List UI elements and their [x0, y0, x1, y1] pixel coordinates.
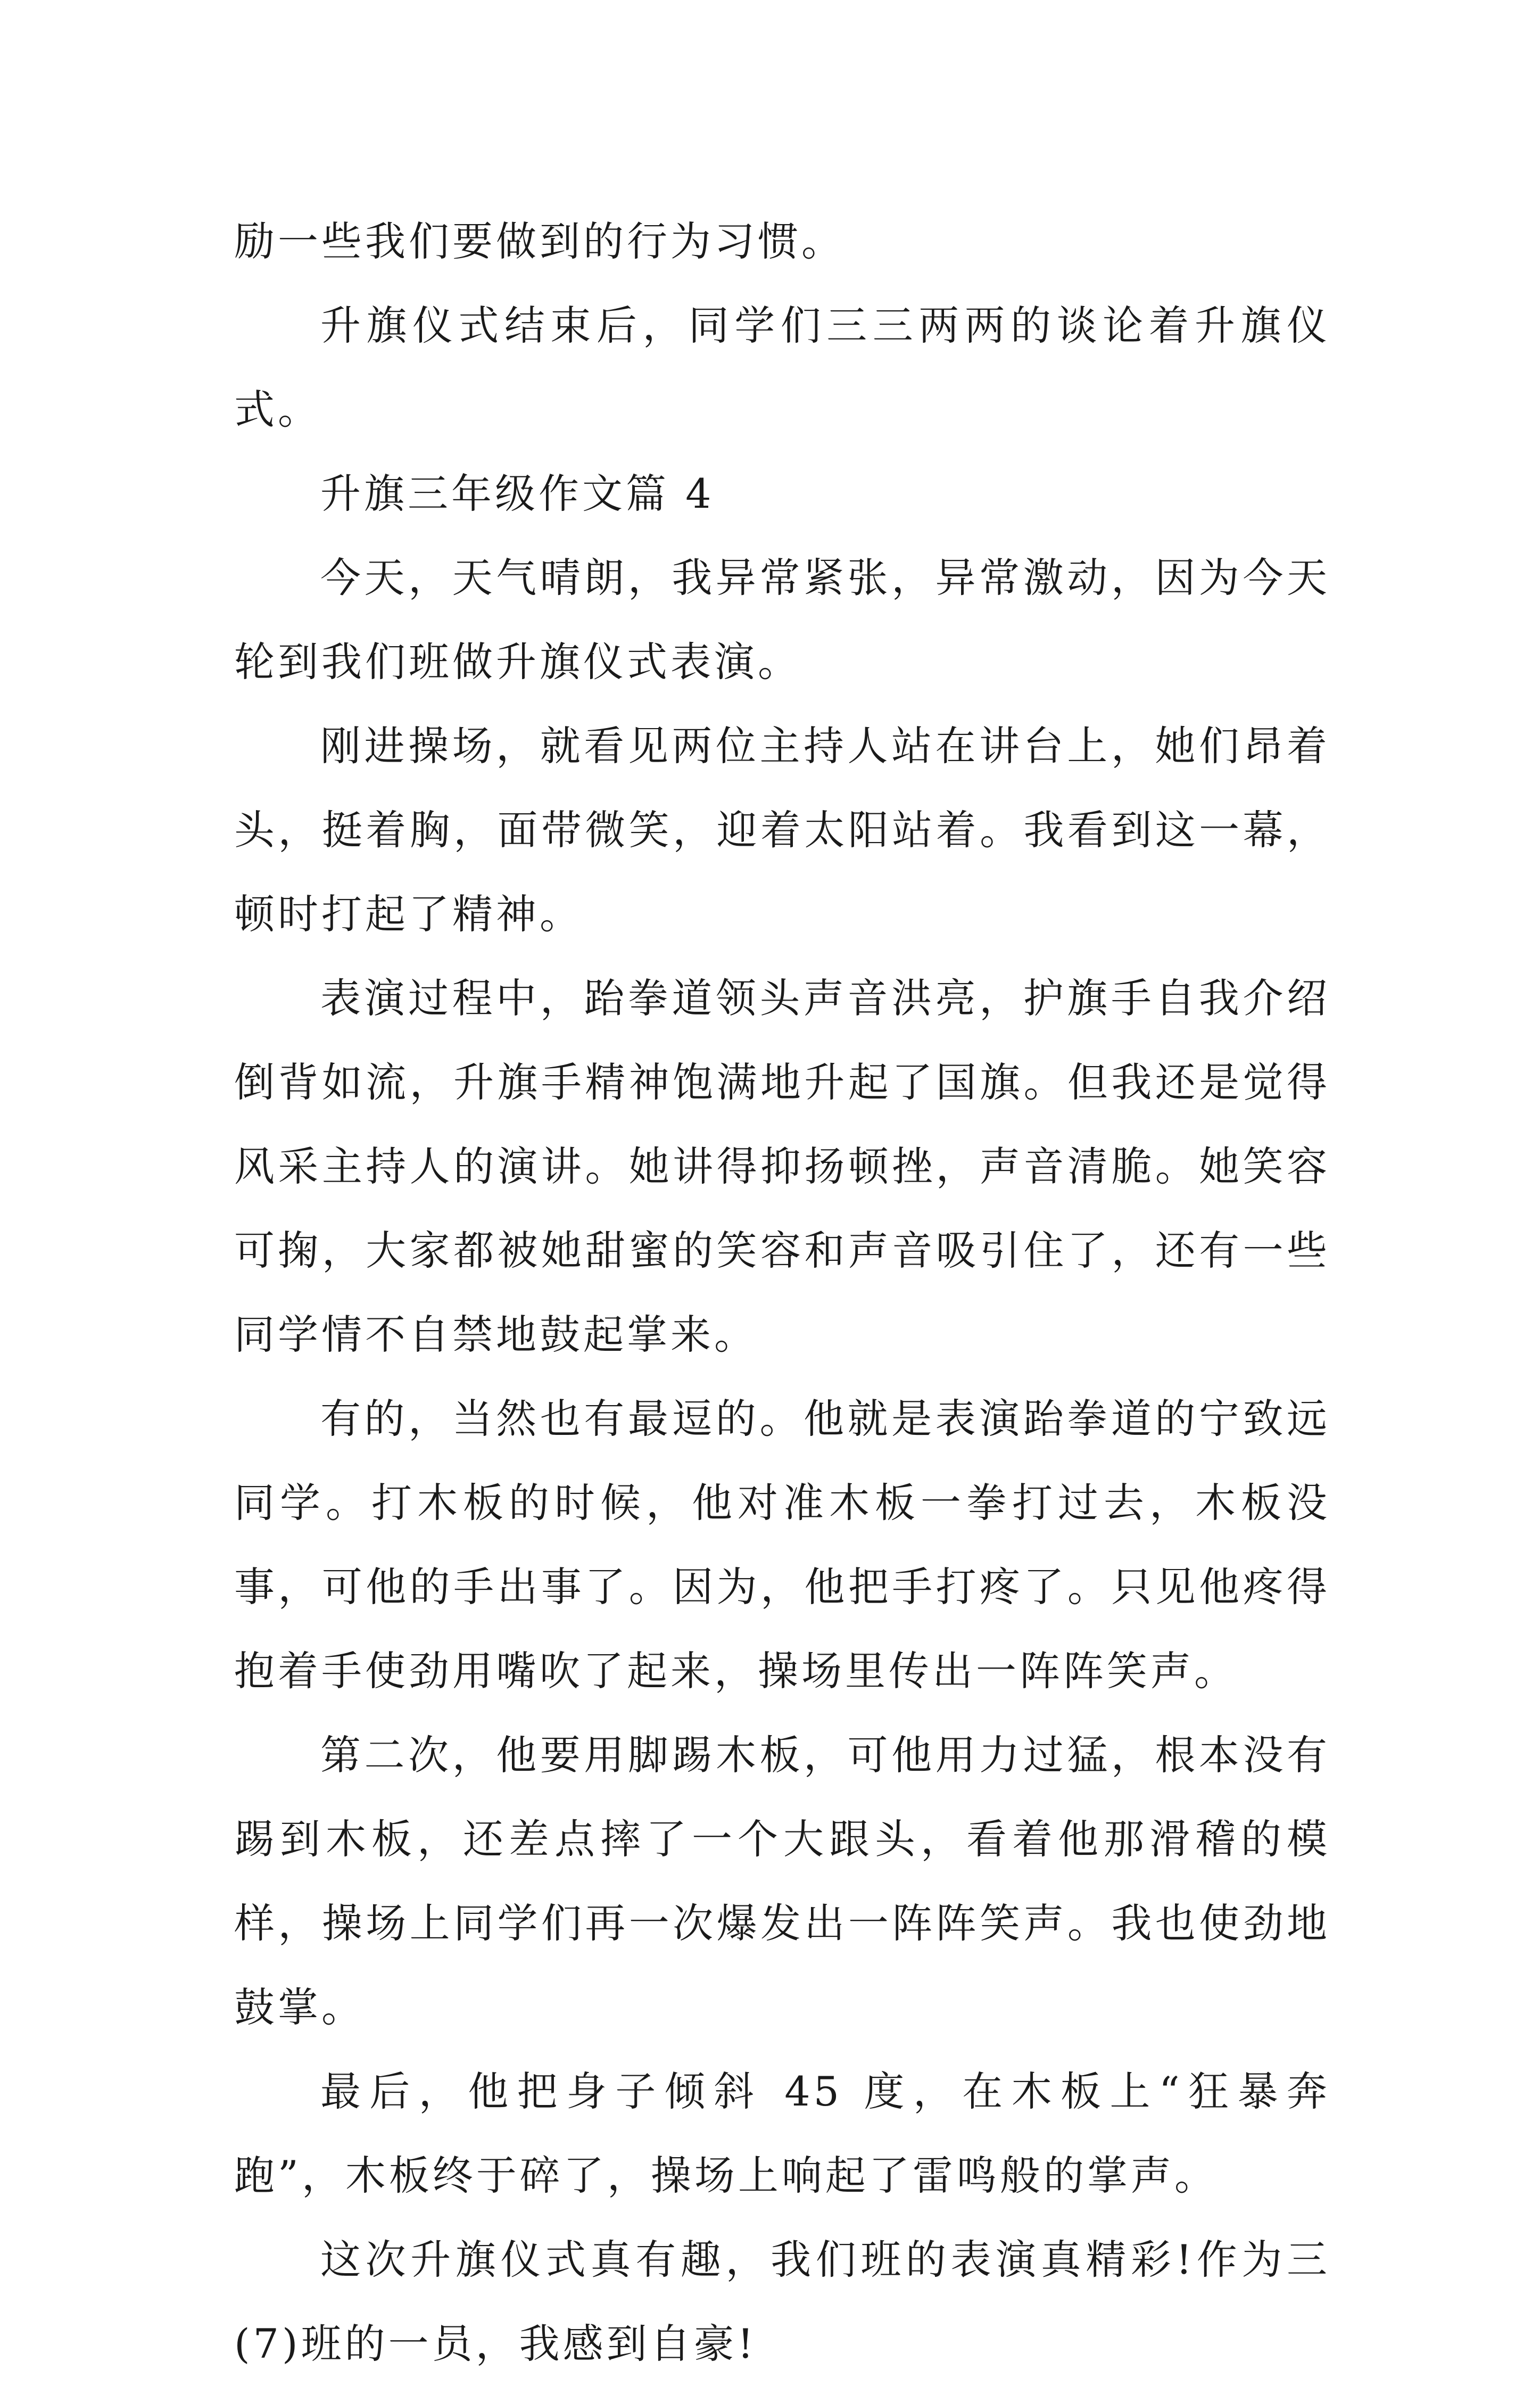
paragraph: 表演过程中，跆拳道领头声音洪亮，护旗手自我介绍倒背如流，升旗手精神饱满地升起了国旗。但我还是觉得风采主持人的演讲。她讲得抑扬顿挫，声音清脆。她笑容可掬，大家都被她甜蜜的笑容和声音吸引住了，还有一些同学情不自禁地鼓起掌来。 — [234, 975, 1330, 1358]
section-heading: 升旗三年级作文篇 4 — [320, 470, 715, 517]
paragraph: 最后，他把身子倾斜 45 度，在木板上“狂暴奔跑”，木板终于碎了，操场上响起了雷鸣般的掌声。 — [234, 2068, 1330, 2199]
paragraph: 今天，天气晴朗，我异常紧张，异常激动，因为今天轮到我们班做升旗仪式表演。 — [234, 554, 1330, 686]
paragraph: 刚进操场，就看见两位主持人站在讲台上，她们昂着头，挺着胸，面带微笑，迎着太阳站着。我看到这一幕，顿时打起了精神。 — [234, 722, 1330, 938]
paragraph: 这次升旗仪式真有趣，我们班的表演真精彩!作为三(7)班的一员，我感到自豪! — [234, 2236, 1330, 2367]
document-body — [234, 200, 1330, 2386]
paragraph: 升旗仪式结束后，同学们三三两两的谈论着升旗仪式。 — [234, 302, 1330, 433]
paragraph: 第二次，他要用脚踢木板，可他用力过猛，根本没有踢到木板，还差点摔了一个大跟头，看着他那滑稽的模样，操场上同学们再一次爆发出一阵阵笑声。我也使劲地鼓掌。 — [234, 1731, 1330, 2031]
paragraph: 有的，当然也有最逗的。他就是表演跆拳道的宁致远同学。打木板的时候，他对准木板一拳打过去，木板没事，可他的手出事了。因为，他把手打疼了。只见他疼得抱着手使劲用嘴吹了起来，操场里传出一阵阵笑声。 — [234, 1395, 1330, 1695]
paragraph-continuation: 励一些我们要做到的行为习惯。 — [234, 218, 845, 265]
